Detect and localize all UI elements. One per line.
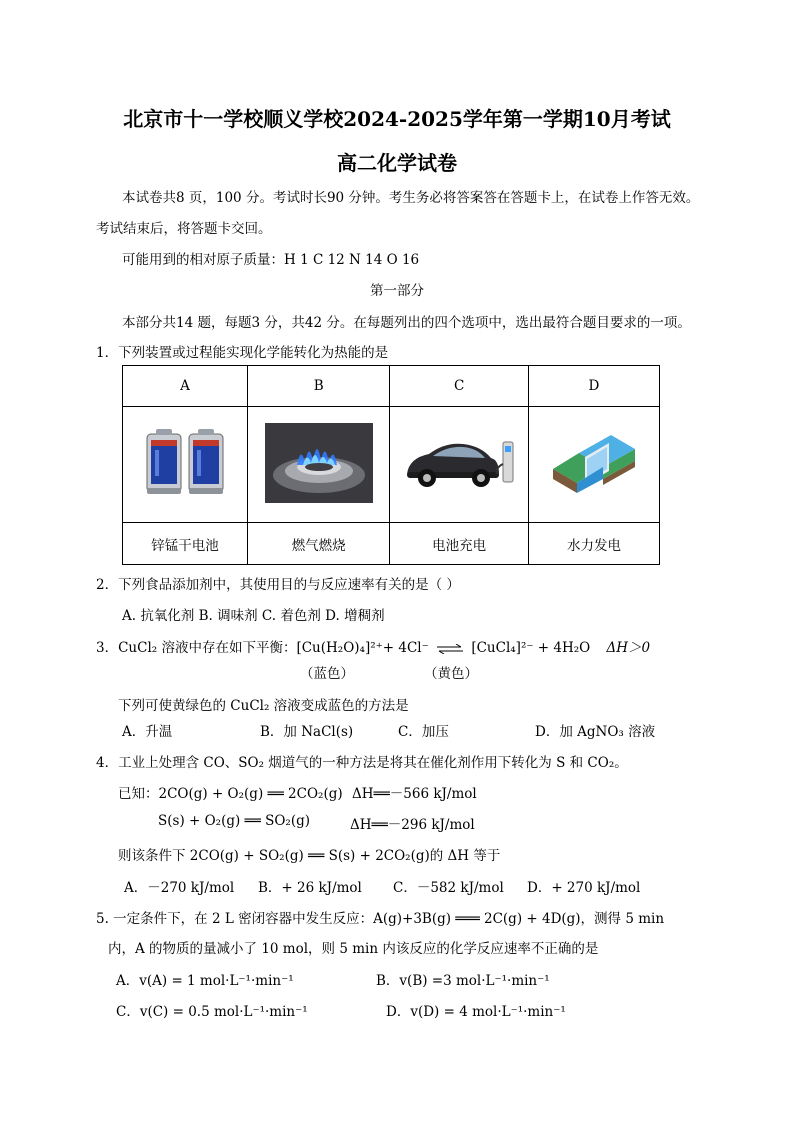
q1-label-a: 锌锰干电池 — [123, 523, 248, 565]
atomic-masses: 可能用到的相对原子质量：H 1 C 12 N 14 O 16 — [122, 252, 420, 268]
zinc-manganese-battery-icon — [143, 426, 227, 500]
q1-header-d: D — [528, 366, 659, 407]
q1-image-c — [390, 407, 529, 523]
q3-option-c: C．加压 — [398, 724, 449, 740]
equilibrium-arrow-icon — [437, 644, 463, 654]
q1-stem: 1．下列装置或过程能实现化学能转化为热能的是 — [96, 345, 389, 361]
q4-question: 则该条件下 2CO(g) + SO₂(g) ══ S(s) + 2CO₂(g)的 ΔH 等于 — [118, 848, 501, 864]
q1-image-d — [528, 407, 659, 523]
q1-header-b: B — [248, 366, 390, 407]
q3-option-d: D．加 AgNO₃ 溶液 — [535, 724, 656, 740]
part-heading: 第一部分 — [370, 283, 424, 299]
q3-option-a: A．升温 — [122, 724, 173, 740]
q3-option-b: B．加 NaCl(s) — [260, 724, 354, 740]
q5-option-b: B．v(B) =3 mol·L⁻¹·min⁻¹ — [376, 973, 550, 989]
hydro-dam-icon — [549, 423, 639, 503]
q4-known-1-dh: ΔH══－566 kJ/mol — [352, 786, 477, 802]
q4-known-1: 已知：2CO(g) + O₂(g) ══ 2CO₂(g) — [118, 786, 343, 802]
q5-stem-line-1: 5. 一定条件下，在 2 L 密闭容器中发生反应：A(g)+3B(g) ═══ 2C(g) + 4D(g)，测得 5 min — [96, 911, 665, 927]
q4-stem: 4．工业上处理含 CO、SO₂ 烟道气的一种方法是将其在催化剂作用下转化为 S 和 CO₂。 — [96, 755, 628, 771]
q3-stem-left: 3．CuCl₂ 溶液中存在如下平衡：[Cu(H₂O)₄]²⁺+ 4Cl⁻ — [96, 640, 429, 656]
q3-delta-h: ΔH＞0 — [606, 640, 651, 656]
q5-option-a: A．v(A) = 1 mol·L⁻¹·min⁻¹ — [116, 973, 294, 989]
intro-line-1: 本试卷共8 页，100 分。考试时长90 分钟。考生务必将答案答在答题卡上，在试卷上作答无效。 — [122, 190, 700, 206]
q4-option-b: B．+ 26 kJ/mol — [258, 880, 362, 896]
q3-stem-right: [CuCl₄]²⁻ + 4H₂O — [471, 640, 591, 656]
part-instructions: 本部分共14 题，每题3 分，共42 分。在每题列出的四个选项中，选出最符合题目要求的一项。 — [122, 315, 691, 331]
q1-label-b: 燃气燃烧 — [248, 523, 390, 565]
exam-title: 北京市十一学校顺义学校2024-2025学年第一学期10月考试 — [123, 107, 671, 131]
q1-label-d: 水力发电 — [528, 523, 659, 565]
q4-known-2-dh: ΔH══－296 kJ/mol — [350, 817, 475, 833]
q1-label-c: 电池充电 — [390, 523, 529, 565]
q4-option-a: A．－270 kJ/mol — [124, 880, 235, 896]
q3-question: 下列可使黄绿色的 CuCl₂ 溶液变成蓝色的方法是 — [118, 698, 409, 714]
q5-option-d: D．v(D) = 4 mol·L⁻¹·min⁻¹ — [386, 1004, 566, 1020]
intro-line-2: 考试结束后，将答题卡交回。 — [96, 221, 272, 237]
q5-option-c: C．v(C) = 0.5 mol·L⁻¹·min⁻¹ — [116, 1004, 308, 1020]
q4-option-c: C．－582 kJ/mol — [393, 880, 504, 896]
q1-image-b — [248, 407, 390, 523]
q1-header-c: C — [390, 366, 529, 407]
q4-option-d: D．+ 270 kJ/mol — [527, 880, 641, 896]
exam-subtitle: 高二化学试卷 — [337, 151, 457, 175]
q3-yellow-label: （黄色） — [424, 666, 478, 682]
gas-burner-flame-icon — [265, 423, 373, 503]
q1-image-a — [123, 407, 248, 523]
q2-stem: 2．下列食品添加剂中，其使用目的与反应速率有关的是（ ） — [96, 577, 460, 593]
electric-car-charging-icon — [399, 428, 519, 498]
q1-header-a: A — [123, 366, 248, 407]
q1-options-table — [122, 365, 660, 565]
q4-known-2: S(s) + O₂(g) ══ SO₂(g) — [158, 813, 311, 829]
q3-stem — [96, 636, 650, 656]
q5-stem-line-2: 内，A 的物质的量减小了 10 mol，则 5 min 内该反应的化学反应速率不正确的是 — [108, 941, 599, 957]
q3-blue-label: （蓝色） — [300, 666, 354, 682]
q2-options: A. 抗氧化剂 B. 调味剂 C. 着色剂 D. 增稠剂 — [122, 608, 385, 624]
